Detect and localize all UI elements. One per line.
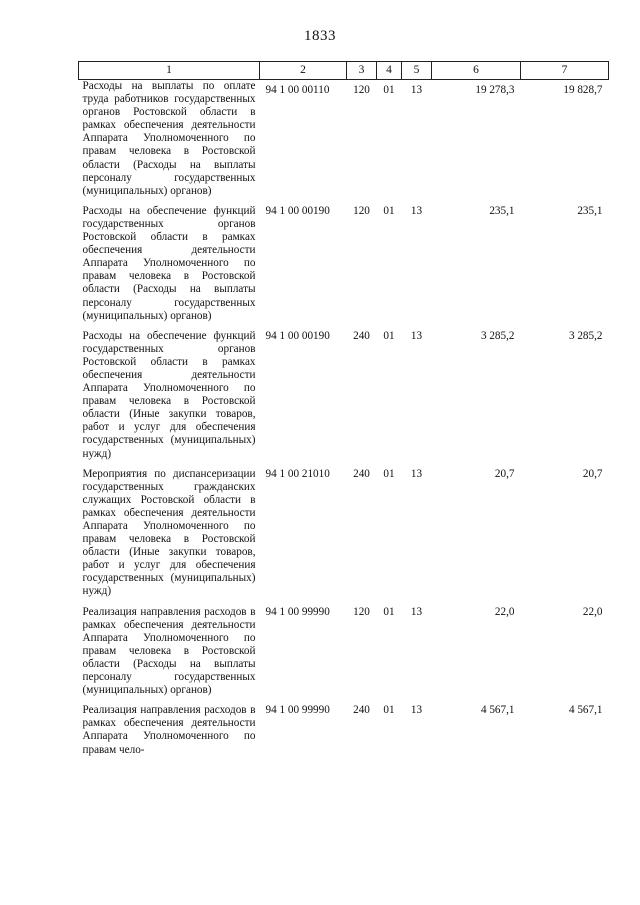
table-row [79, 606, 609, 705]
table-row [79, 330, 609, 468]
header-row [79, 62, 609, 80]
page-number: 1833 [304, 28, 336, 44]
table-row [79, 205, 609, 330]
row-amount-col6: 4 567,1 [480, 704, 515, 717]
row-expense-type: 240 [353, 329, 370, 342]
row-amount-col7: 3 285,2 [568, 329, 603, 342]
row-expense-type: 120 [353, 84, 370, 96]
row-description: Расходы на обеспечение функций государственных органов Ростовской области в рамках обеспечения деятельности Аппарата Уполномоченного по правам человека в Ростовской области (Иные закупки товаров, работ и услуг для обеспечения государственных (муниципальных) нужд) [82, 329, 256, 460]
row-target-code: 94 1 00 99990 [265, 605, 330, 618]
row-subsection: 13 [410, 605, 423, 618]
row-description: Реализация направления расходов в рамках обеспечения деятельности Аппарата Уполномоченного по правам чело- [82, 704, 256, 756]
row-target-code: 94 1 00 00190 [265, 204, 330, 217]
row-subsection: 13 [410, 204, 423, 217]
row-expense-type: 120 [353, 204, 370, 217]
row-amount-col6: 19 278,3 [475, 84, 515, 96]
row-amount-col7: 19 828,7 [563, 84, 603, 96]
row-amount-col6: 20,7 [494, 467, 515, 480]
col-header-6: 6 [432, 62, 521, 80]
row-amount-col6: 235,1 [489, 204, 515, 217]
row-section: 01 [383, 84, 395, 96]
row-target-code: 94 1 00 21010 [265, 467, 330, 480]
row-section: 01 [383, 204, 395, 217]
col-header-2: 2 [260, 62, 347, 80]
row-target-code: 94 1 00 00110 [265, 84, 330, 96]
table-row [79, 80, 609, 205]
row-description: Расходы на выплаты по оплате труда работников государственных органов Ростовской области в рамках обеспечения деятельности Аппарата Уполномоченного по правам человека в Ростовской области (Расходы на выплаты персоналу государственных (муниципальных) органов) [82, 80, 256, 197]
budget-table [78, 61, 609, 764]
row-section: 01 [383, 329, 395, 342]
col-header-3: 3 [347, 62, 377, 80]
row-description: Реализация направления расходов в рамках обеспечения деятельности Аппарата Уполномоченного по правам человека в Ростовской области (Расходы на выплаты персоналу государственных (муниципальных) органов) [82, 605, 256, 697]
row-section: 01 [383, 467, 395, 480]
row-subsection: 13 [410, 704, 423, 717]
row-description: Мероприятия по диспансеризации государственных гражданских служащих Ростовской области в рамках обеспечения деятельности Аппарата Уполномоченного по правам человека в Ростовской области (Иные закупки товаров, работ и услуг для обеспечения государственных (муниципальных) нужд) [82, 467, 256, 598]
row-expense-type: 120 [353, 605, 370, 618]
row-subsection: 13 [410, 467, 423, 480]
table-row [79, 704, 609, 763]
row-subsection: 13 [410, 329, 423, 342]
col-header-4: 4 [377, 62, 402, 80]
row-expense-type: 240 [353, 704, 370, 717]
col-header-7: 7 [521, 62, 609, 80]
row-amount-col7: 22,0 [582, 605, 603, 618]
table-row [79, 468, 609, 606]
row-description: Расходы на обеспечение функций государственных органов Ростовской области в рамках обеспечения деятельности Аппарата Уполномоченного по правам человека в Ростовской области (Расходы на выплаты персоналу государственных (муниципальных) органов) [82, 204, 256, 322]
col-header-1: 1 [79, 62, 260, 80]
row-target-code: 94 1 00 99990 [265, 704, 330, 717]
row-amount-col7: 20,7 [582, 467, 603, 480]
row-amount-col6: 3 285,2 [480, 329, 515, 342]
row-amount-col7: 4 567,1 [568, 704, 603, 717]
row-section: 01 [383, 704, 395, 717]
row-amount-col7: 235,1 [577, 204, 603, 217]
row-expense-type: 240 [353, 467, 370, 480]
row-section: 01 [383, 605, 395, 618]
col-header-5: 5 [402, 62, 432, 80]
row-subsection: 13 [410, 84, 423, 96]
row-amount-col6: 22,0 [494, 605, 515, 618]
row-target-code: 94 1 00 00190 [265, 329, 330, 342]
